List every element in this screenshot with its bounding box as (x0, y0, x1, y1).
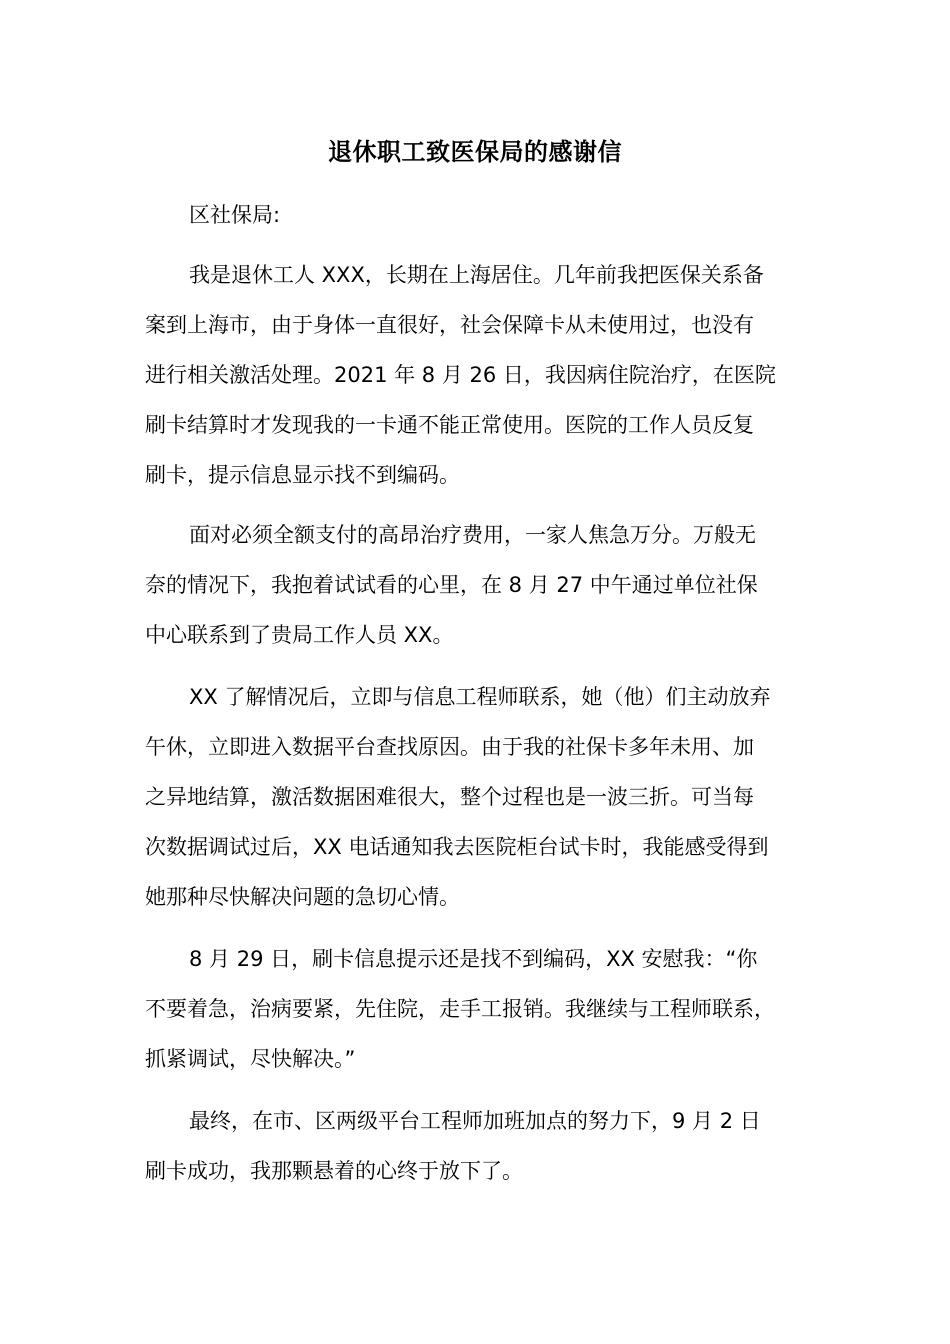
paragraph-line: 她那种尽快解决问题的急切心情。 (145, 885, 460, 909)
paragraph-2 (145, 510, 813, 660)
paragraph-line: 中心联系到了贵局工作人员 XX。 (145, 623, 454, 647)
paragraph-line: 进行相关激活处理。2021 年 8 月 26 日，我因病住院治疗，在医院 (145, 363, 776, 387)
paragraph-5 (145, 1096, 813, 1196)
paragraph-4 (145, 934, 813, 1084)
paragraph-line: 抓紧调试，尽快解决。” (145, 1047, 356, 1071)
paragraph-line: 我是退休工人 XXX，长期在上海居住。几年前我把医保关系备 (189, 263, 764, 287)
paragraph-1 (145, 250, 813, 500)
paragraph-line: 刷卡成功，我那颗悬着的心终于放下了。 (145, 1159, 523, 1183)
paragraph-line: XX 了解情况后，立即与信息工程师联系，她（他）们主动放弃 (189, 685, 771, 709)
paragraph-line: 午休，立即进入数据平台查找原因。由于我的社保卡多年未用、加 (145, 735, 754, 759)
document-title: 退休职工致医保局的感谢信 (328, 138, 622, 166)
paragraph-line: 刷卡，提示信息显示找不到编码。 (145, 463, 460, 487)
paragraph-line: 奈的情况下，我抱着试试看的心里，在 8 月 27 中午通过单位社保 (145, 573, 758, 597)
paragraph-line: 次数据调试过后，XX 电话通知我去医院柜台试卡时，我能感受得到 (145, 835, 769, 859)
paragraph-line: 刷卡结算时才发现我的一卡通不能正常使用。医院的工作人员反复 (145, 413, 754, 437)
paragraph-line: 最终，在市、区两级平台工程师加班加点的努力下，9 月 2 日 (189, 1109, 761, 1133)
paragraph-line: 面对必须全额支付的高昂治疗费用，一家人焦急万分。万般无 (189, 523, 756, 547)
salutation-text: 区社保局: (189, 203, 281, 227)
paragraph-line: 案到上海市，由于身体一直很好，社会保障卡从未使用过，也没有 (145, 313, 754, 337)
paragraph-line: 不要着急，治病要紧，先住院，走手工报销。我继续与工程师联系， (145, 997, 775, 1021)
paragraph-3 (145, 672, 813, 922)
paragraph-line: 之异地结算，激活数据困难很大，整个过程也是一波三折。可当每 (145, 785, 754, 809)
salutation (145, 190, 813, 240)
paragraph-line: 8 月 29 日，刷卡信息提示还是找不到编码，XX 安慰我：“你 (189, 947, 758, 971)
